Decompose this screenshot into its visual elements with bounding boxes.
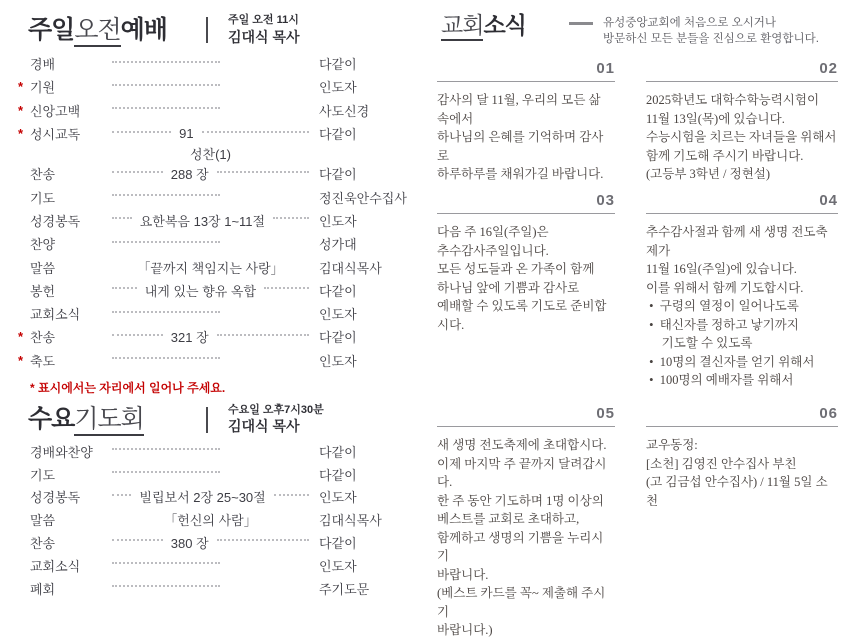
service-label: 성시교독 [30,127,81,143]
dotted-leader [274,494,309,496]
news-item-body [437,436,615,640]
service-label: 기도 [30,467,56,483]
news-text-line: (베스트 카드를 꼭~ 제출해 주시기 [437,586,606,619]
dotted-leader [112,241,220,243]
title-part-bold: 수요 [28,405,75,434]
service-middle [112,471,309,477]
news-item-header [437,192,615,214]
service-label: 신앙고백 [30,103,81,119]
dotted-leader [217,539,309,541]
wednesday-service-info [228,404,324,436]
service-center-text: 「헌신의 사람」 [164,513,257,529]
dotted-leader [112,194,220,196]
news-text-line: 이제 마지막 주 끝까지 달려갑시다. [437,456,607,489]
service-right: 다같이 [319,467,357,483]
title-divider [206,17,208,43]
service-row [18,440,411,463]
service-label: 성경봉독 [30,213,81,229]
sunday-service-order [18,52,411,372]
title-part-light: 교회 [441,12,483,41]
news-text-line: 11월 13일(목)에 있습니다. [646,111,785,126]
service-right: 인도자 [319,490,357,506]
service-right: 김대식목사 [319,513,382,529]
dotted-leader [202,131,309,133]
dotted-leader [112,287,137,289]
news-text-line: 11월 16일(주일)에 있습니다. [646,262,797,276]
news-item-body [437,91,615,184]
wednesday-service-header [28,402,411,438]
service-middle [112,533,309,552]
news-text-line: 하루하루를 채워가길 바랍니다. [437,167,604,181]
dotted-leader [112,61,220,63]
service-middle [112,448,309,454]
service-row [18,554,411,577]
service-row [18,577,411,600]
service-center-text: 빌립보서 2장 25~30절 [139,490,266,506]
news-text-line: 추수감사절과 함께 새 생명 전도축제가 [646,225,828,258]
church-news-header [441,12,836,52]
welcome-text [603,15,819,47]
dotted-leader [112,494,131,496]
news-text-line: • 태신자를 정하고 낳기까지 [646,317,799,332]
title-part-bold: 예배 [120,15,167,44]
service-center-text: 91 [179,126,194,142]
sunday-service-header [28,12,411,48]
service-row [18,255,411,278]
news-item-header [646,405,838,427]
dotted-leader [264,287,309,289]
news-text-line: 예배할 수 있도록 기도로 준비합시다. [437,299,607,332]
news-item-body [437,223,615,334]
service-row [18,209,411,232]
service-row [18,75,411,98]
service-row [18,463,411,486]
wednesday-service-title [28,407,200,432]
news-item [646,60,838,192]
service-row [18,99,411,122]
service-middle [112,258,309,277]
service-right: 사도신경 [319,103,370,119]
dotted-leader [112,585,220,587]
star-marker: * [18,329,24,345]
news-item-body [646,436,838,510]
news-text-line: 함께하고 생명의 기쁨을 누리시기 [437,530,604,563]
service-label: 교회소식 [30,558,81,574]
service-center-text: 내게 있는 향유 옥합 [144,283,257,299]
service-middle [112,126,309,141]
news-item-header [437,405,615,427]
news-item-number: 02 [819,60,838,77]
news-text-line: 바랍니다. [437,567,489,582]
service-middle [112,327,309,346]
service-row [18,52,411,75]
service-row [18,232,411,255]
service-right: 다같이 [319,57,357,73]
service-label: 교회소식 [30,307,81,323]
service-pastor: 김대식 목사 [228,28,300,45]
service-row [18,485,411,508]
dotted-leader [112,334,163,336]
service-right: 다같이 [319,535,357,551]
service-time: 주일 오전 11시 [228,13,299,26]
service-label: 경배와찬양 [30,444,93,460]
service-label: 경배 [30,57,56,73]
service-time: 수요일 오후7시30분 [228,403,324,416]
news-item-number: 05 [596,405,615,422]
news-text-line: (고등부 3학년 / 정현설) [646,167,771,181]
news-text-line: 다음 주 16일(주일)은 [437,225,549,239]
service-middle [112,194,309,200]
service-row [18,325,411,348]
service-middle [112,61,309,67]
title-part-light: 오전 [74,16,120,47]
star-marker: * [18,79,24,95]
service-row [18,531,411,554]
service-center-text: 성찬(1) [189,147,231,163]
service-middle [112,585,309,591]
news-item-number: 03 [596,192,615,209]
news-item [437,192,615,405]
news-text-line: 2025학년도 대학수학능력시험이 [646,93,820,107]
stand-up-note: * 표시에서는 자리에서 일어나 주세요. [30,380,226,395]
service-label: 성경봉독 [30,490,81,506]
service-label: 폐회 [30,581,56,597]
left-page [0,0,421,595]
service-center-text: 「끝까지 책임지는 사랑」 [137,260,284,276]
service-middle [112,144,309,163]
news-item-body [646,223,838,390]
service-right: 다같이 [319,444,357,460]
service-label: 찬송 [30,330,56,346]
news-item [646,192,838,405]
service-right: 다같이 [319,330,357,346]
service-label: 찬양 [30,237,56,253]
service-right: 정진욱안수집사 [319,190,407,206]
service-middle [112,84,309,90]
news-text-line: 추수감사주일입니다. [437,243,549,258]
service-right: 다같이 [319,127,357,143]
dotted-leader [217,334,309,336]
news-item-header [646,192,838,214]
service-label: 찬송 [30,535,56,551]
news-item-header [646,60,838,82]
service-middle [112,562,309,568]
news-item-number: 06 [819,405,838,422]
service-middle [112,107,309,113]
service-right: 다같이 [319,167,357,183]
news-text-line: • 구령의 열정이 일어나도록 [646,299,799,313]
service-right: 인도자 [319,307,357,323]
news-text-line: • 10명의 결신자를 얻기 위해서 [646,354,815,369]
dotted-leader [273,217,309,219]
dotted-leader [112,217,132,219]
news-item [437,60,615,192]
welcome-line: 유성중앙교회에 처음으로 오시거나 [603,17,777,29]
title-part-bold: 주일 [28,15,75,44]
service-label: 봉헌 [30,283,56,299]
service-right: 인도자 [319,80,357,96]
news-text-line: 함께 기도해 주시기 바랍니다. [646,148,804,163]
right-page [421,0,842,637]
dotted-leader [112,107,220,109]
service-pastor: 김대식 목사 [228,418,300,435]
news-item-header [437,60,615,82]
service-right: 김대식목사 [319,260,382,276]
service-middle [112,357,309,363]
title-part-bold: 소식 [483,12,526,38]
service-center-text: 380 장 [170,535,209,551]
service-row [18,508,411,531]
news-text-line: 감사의 달 11월, 우리의 모든 삶 속에서 [437,93,604,126]
news-text-line: 모든 성도들과 온 가족이 함께 [437,262,595,276]
news-text-line: [소천] 김영진 안수집사 부친 [646,456,797,471]
service-row [18,185,411,208]
dash-icon [569,22,593,25]
sunday-service-info [228,14,300,46]
church-news-grid [437,60,836,640]
news-text-line: 새 생명 전도축제에 초대합시다. [437,438,607,452]
news-text-line: 교우동정: [646,438,698,452]
dotted-leader [217,171,309,173]
service-row [18,302,411,325]
service-row [18,349,411,372]
news-text-line: 하나님의 은혜를 기억하며 감사로 [437,130,604,163]
service-middle [112,311,309,317]
service-right: 인도자 [319,558,357,574]
service-center-text: 요한복음 13장 1~11절 [139,213,266,229]
dotted-leader [112,448,220,450]
news-item [646,405,838,640]
news-text-line: 기도할 수 있도록 [646,336,753,350]
news-text-line: 수능시험을 치르는 자녀들을 위해서 [646,130,837,144]
service-label: 기원 [30,80,56,96]
news-text-line: 이를 위해서 함께 기도합시다. [646,280,804,295]
service-center-text: 288 장 [170,167,209,183]
service-row [18,145,411,162]
news-item-number: 04 [819,192,838,209]
news-text-line: 하나님 앞에 기쁨과 감사로 [437,280,580,295]
star-marker: * [18,352,24,368]
dotted-leader [112,84,220,86]
service-row [18,162,411,185]
news-text-line: 베스트를 교회로 초대하고, [437,512,580,526]
dotted-leader [112,562,220,564]
news-item-number: 01 [596,60,615,77]
sunday-service-title [28,15,200,44]
service-label: 축도 [30,353,56,369]
news-text-line: • 100명의 예배자를 위해서 [646,373,794,387]
service-right: 다같이 [319,283,357,299]
dotted-leader [112,171,163,173]
service-middle [112,487,309,506]
service-middle [112,211,309,230]
title-part-light: 기도회 [74,405,143,436]
service-right: 성가대 [319,237,357,253]
service-middle [112,241,309,247]
news-item-body [646,91,838,184]
service-right: 주기도문 [319,581,370,597]
news-item [437,405,615,640]
dotted-leader [112,357,220,359]
dotted-leader [112,131,171,133]
welcome-line: 방문하신 모든 분들을 진심으로 환영합니다. [603,33,819,45]
star-marker: * [18,126,24,142]
news-text-line: 바랍니다.) [437,623,493,637]
service-label: 말씀 [30,260,56,276]
news-text-line: 한 주 동안 기도하며 1명 이상의 [437,493,604,508]
dotted-leader [112,539,163,541]
service-center-text: 321 장 [170,330,209,346]
dotted-leader [112,311,220,313]
title-divider [206,407,208,433]
service-label: 기도 [30,190,56,206]
service-row [18,122,411,145]
service-middle [112,164,309,183]
service-row [18,279,411,302]
service-label: 말씀 [30,513,56,529]
service-right: 인도자 [319,353,357,369]
star-marker: * [18,102,24,118]
wednesday-service-order [18,440,411,600]
service-middle [112,281,309,300]
service-label: 찬송 [30,167,56,183]
church-news-title [441,12,569,40]
news-text-line: (고 김금섭 안수집사) / 11월 5일 소천 [646,475,828,508]
dotted-leader [112,471,220,473]
welcome-message [569,15,819,47]
service-right: 인도자 [319,213,357,229]
service-middle [112,510,309,529]
